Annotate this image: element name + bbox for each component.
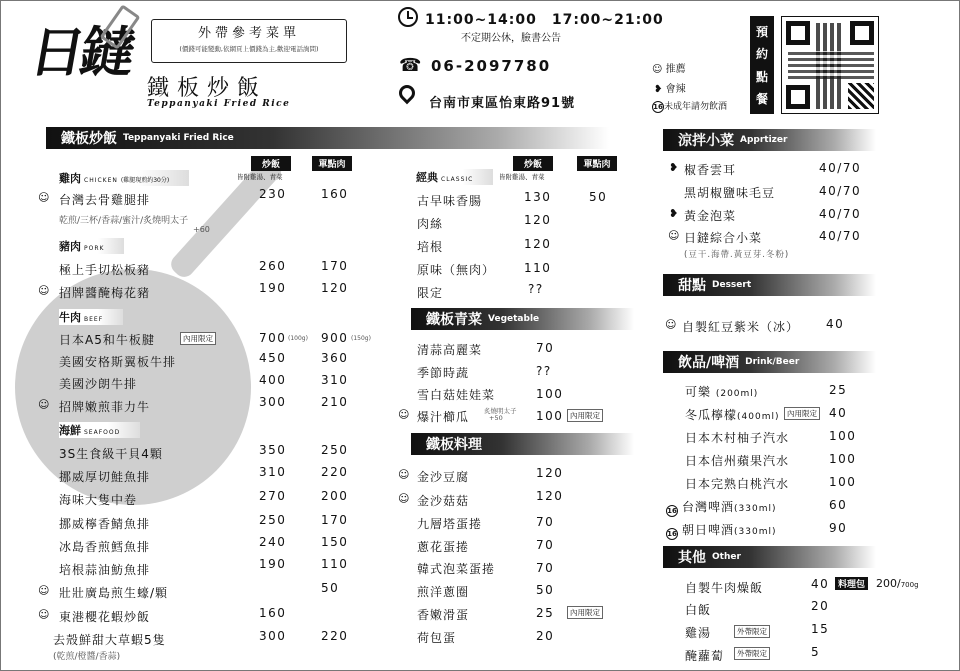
price-single: 220 bbox=[321, 629, 349, 643]
price-rice: 240 bbox=[259, 535, 287, 549]
smile-icon: ☺ bbox=[398, 492, 410, 505]
col-header-rice-sub: 皆附雞湯、青菜 bbox=[499, 173, 545, 181]
category-pork bbox=[59, 238, 124, 254]
smile-icon: ☺ bbox=[38, 608, 50, 621]
price-unit: (150g) bbox=[351, 335, 371, 342]
qr-code[interactable] bbox=[781, 16, 879, 114]
dine-in-only-tag: 內用限定 bbox=[784, 407, 820, 420]
business-hours: 11:00~14:00 17:00~21:00 bbox=[425, 12, 664, 28]
price-rice: 300 bbox=[259, 629, 287, 643]
price: 70 bbox=[536, 515, 555, 529]
menu-item-name: 美國安格斯翼板牛排 bbox=[59, 355, 177, 369]
menu-item-name: 招牌嫩煎菲力牛 bbox=[59, 400, 151, 414]
price-single: 160 bbox=[321, 187, 349, 201]
age-16-icon bbox=[666, 521, 678, 540]
section-dessert-header bbox=[666, 274, 876, 296]
category-name: 牛肉 bbox=[59, 311, 81, 324]
price-single: 220 bbox=[321, 465, 349, 479]
menu-item-name: 金沙豆腐 bbox=[417, 470, 470, 484]
menu-item-name: 韓式泡菜蛋捲 bbox=[417, 562, 496, 576]
price-rice: 160 bbox=[259, 606, 287, 620]
price: 70 bbox=[536, 538, 555, 552]
section-title: 鐵板青菜 bbox=[426, 312, 482, 328]
price-single: 170 bbox=[321, 259, 349, 273]
drink-unit: (400ml) bbox=[737, 412, 780, 422]
price-single: 170 bbox=[321, 513, 349, 527]
section-title: 鐵板炒飯 bbox=[61, 131, 117, 147]
price-single: 150 bbox=[321, 535, 349, 549]
category-name: 海鮮 bbox=[59, 424, 81, 437]
section-title-en: Other bbox=[712, 552, 741, 562]
section-title-en: Vegetable bbox=[488, 314, 540, 324]
menu-item-name: 原味（無肉） bbox=[417, 263, 496, 277]
price: 20 bbox=[811, 599, 830, 613]
menu-item-name: 海味大隻中卷 bbox=[59, 493, 138, 507]
menu-item-name: 冰島香煎鱈魚排 bbox=[59, 540, 151, 554]
location-pin-icon bbox=[399, 85, 415, 105]
menu-item-name: 挪威厚切鮭魚排 bbox=[59, 470, 151, 484]
meal-pack-price-value: 200/ bbox=[876, 577, 901, 590]
category-beef bbox=[59, 309, 123, 325]
section-other-header bbox=[666, 546, 876, 568]
category-en: BEEF bbox=[84, 316, 104, 323]
section-appetizer-header bbox=[666, 129, 876, 151]
menu-item-name: 蔥花蛋捲 bbox=[417, 540, 470, 554]
age-16-icon: 16 bbox=[653, 103, 663, 111]
flavor-addon: +60 bbox=[193, 225, 210, 234]
price: 70 bbox=[536, 561, 555, 575]
category-note: (雞腿現煎約30分) bbox=[120, 177, 170, 184]
smile-icon: ☺ bbox=[652, 64, 663, 75]
price: 15 bbox=[811, 622, 830, 636]
menu-item-name: 醃蘿蔔 bbox=[685, 649, 725, 663]
price: 40/70 bbox=[819, 207, 862, 221]
dine-in-only-tag: 內用限定 bbox=[567, 409, 603, 422]
category-chicken bbox=[59, 170, 189, 186]
price-rice: 310 bbox=[259, 465, 287, 479]
col-header-rice: 炒飯 bbox=[513, 156, 553, 171]
category-name: 經典 bbox=[416, 171, 438, 184]
price-single: 360 bbox=[321, 351, 349, 365]
price: 120 bbox=[536, 466, 564, 480]
meal-pack-unit: 700g bbox=[900, 581, 919, 589]
price-rice: 400 bbox=[259, 373, 287, 387]
price-single: 110 bbox=[321, 557, 349, 571]
flavor-options: 乾煎/三杯/香蒜/蜜汁/炙燒明太子 bbox=[59, 216, 189, 226]
menu-item-name: 自製牛肉燥飯 bbox=[685, 581, 764, 595]
drink-unit: (330ml) bbox=[734, 527, 777, 537]
price-rice: 190 bbox=[259, 281, 287, 295]
logo-mark: 日鐽 bbox=[25, 20, 137, 84]
category-seafood bbox=[59, 422, 140, 438]
price: 60 bbox=[829, 498, 848, 512]
price: 90 bbox=[829, 521, 848, 535]
menu-item-name: 美國沙朗牛排 bbox=[59, 377, 138, 391]
age-16-badge: 16 bbox=[667, 507, 677, 515]
drink-name: 可樂 bbox=[685, 385, 712, 399]
menu-item-name: 黃金泡菜 bbox=[684, 209, 737, 223]
category-name: 豬肉 bbox=[59, 240, 81, 253]
smile-icon: ☺ bbox=[38, 398, 50, 411]
smile-icon: ☺ bbox=[668, 229, 680, 242]
category-en: PORK bbox=[84, 245, 105, 252]
menu-item-name: 煎洋蔥圈 bbox=[417, 585, 470, 599]
price-single: 210 bbox=[321, 395, 349, 409]
price: 40/70 bbox=[819, 184, 862, 198]
menu-item-name: 東港櫻花蝦炒飯 bbox=[59, 610, 151, 624]
reserve-char: 預 bbox=[755, 24, 768, 39]
menu-item-name: 爆汁櫛瓜 bbox=[417, 410, 470, 424]
meal-pack-price bbox=[876, 577, 919, 590]
menu-item-name: 椒香雲耳 bbox=[684, 163, 737, 177]
menu-item-name: 挪威檸香鯖魚排 bbox=[59, 517, 151, 531]
price: 25 bbox=[829, 383, 848, 397]
menu-item-name: 金沙菇菇 bbox=[417, 494, 470, 508]
reserve-badge bbox=[750, 16, 774, 114]
price-single: 50 bbox=[321, 581, 340, 595]
flavor-options: (乾煎/橙醬/香蒜) bbox=[53, 652, 121, 662]
legend-minor-label: 未成年請勿飲酒 bbox=[664, 102, 728, 112]
section-title: 鐵板料理 bbox=[426, 437, 482, 453]
drink-name: 冬瓜檸檬 bbox=[685, 408, 738, 422]
smile-icon: ☺ bbox=[38, 284, 50, 297]
price-rice: 350 bbox=[259, 443, 287, 457]
price: ?? bbox=[536, 364, 552, 378]
menu-item-name: 日本信州蘋果汽水 bbox=[685, 454, 790, 468]
price-rice: 230 bbox=[259, 187, 287, 201]
price-rice: 450 bbox=[259, 351, 287, 365]
col-header-single: 單點肉 bbox=[312, 156, 352, 171]
logo-english: Teppanyaki Fried Rice bbox=[147, 99, 291, 109]
price-single: 50 bbox=[589, 190, 608, 204]
chili-icon: ❥ bbox=[654, 84, 663, 95]
logo-subtitle: 鐵板炒飯 bbox=[147, 76, 268, 101]
menu-item-name: 清蒜高麗菜 bbox=[417, 343, 483, 357]
price-rice: 120 bbox=[524, 237, 552, 251]
age-16-icon bbox=[666, 498, 678, 517]
phone-number: 06-2097780 bbox=[431, 57, 552, 75]
notice-box bbox=[151, 19, 347, 63]
menu-item-name: 黑胡椒鹽味毛豆 bbox=[684, 186, 776, 200]
price-rice: 120 bbox=[524, 213, 552, 227]
menu-item-name: 荷包蛋 bbox=[417, 631, 457, 645]
menu-item-name bbox=[682, 521, 776, 538]
menu-item-name: 去殼鮮甜大草蝦5隻 bbox=[53, 633, 166, 647]
smile-icon: ☺ bbox=[38, 584, 50, 597]
menu-item-name: 極上手切松板豬 bbox=[59, 263, 151, 277]
price: 120 bbox=[536, 489, 564, 503]
legend-recommend-label: 推薦 bbox=[665, 64, 686, 75]
price: 20 bbox=[536, 629, 555, 643]
category-en: CHICKEN bbox=[84, 177, 118, 184]
price: 50 bbox=[536, 583, 555, 597]
price: 100 bbox=[829, 452, 857, 466]
price-single: 310 bbox=[321, 373, 349, 387]
price-rice: 130 bbox=[524, 190, 552, 204]
menu-item-name: 古早味香腸 bbox=[417, 194, 483, 208]
legend-recommend bbox=[652, 60, 686, 75]
dine-in-only-tag: 內用限定 bbox=[180, 332, 216, 345]
price-rice: ?? bbox=[528, 282, 544, 296]
price: 40/70 bbox=[819, 161, 862, 175]
price: 40 bbox=[811, 577, 830, 591]
clock-icon bbox=[398, 7, 418, 27]
drink-unit: (330ml) bbox=[734, 504, 777, 514]
legend-minor bbox=[652, 99, 727, 113]
price-rice: 270 bbox=[259, 489, 287, 503]
price: 40 bbox=[826, 317, 845, 331]
reserve-char: 約 bbox=[755, 47, 768, 62]
menu-item-name: 壯壯廣島煎生蠔/顆 bbox=[59, 586, 169, 600]
menu-item-name: 招牌醬醃梅花豬 bbox=[59, 286, 151, 300]
menu-item-name: 日本完熟白桃汽水 bbox=[685, 477, 790, 491]
legend-spicy bbox=[654, 80, 686, 95]
price-unit: (100g) bbox=[288, 335, 308, 342]
price: 40/70 bbox=[819, 229, 862, 243]
menu-item-name: 日鐽綜合小菜 bbox=[684, 231, 763, 245]
section-drinks-header bbox=[666, 351, 876, 373]
addon-note: 炙燒明太子 bbox=[484, 407, 517, 415]
menu-item-name bbox=[682, 498, 776, 515]
price-rice: 300 bbox=[259, 395, 287, 409]
price-rice: 700 bbox=[259, 331, 287, 345]
menu-item-name: 肉絲 bbox=[417, 217, 444, 231]
drink-name: 台灣啤酒 bbox=[682, 500, 735, 514]
reserve-char: 點 bbox=[755, 69, 768, 84]
menu-item-name: 日本A5和牛板腱 bbox=[59, 333, 155, 347]
price: 100 bbox=[829, 475, 857, 489]
menu-item-name: 培根蒜油魴魚排 bbox=[59, 563, 151, 577]
smile-icon: ☺ bbox=[398, 468, 410, 481]
section-title: 甜點 bbox=[678, 278, 706, 294]
reserve-char: 餐 bbox=[755, 92, 768, 107]
drink-unit: (200ml) bbox=[715, 389, 759, 399]
chili-icon: ❥ bbox=[669, 161, 679, 174]
section-title-en: Apprtizer bbox=[740, 135, 788, 145]
menu-item-name: 3S生食級干貝4顆 bbox=[59, 447, 163, 461]
dine-in-only-tag: 內用限定 bbox=[567, 606, 603, 619]
section-title-en: Dessert bbox=[712, 280, 752, 290]
legend-spicy-label: 會辣 bbox=[665, 84, 686, 95]
category-name: 雞肉 bbox=[59, 172, 81, 185]
takeout-only-tag: 外帶限定 bbox=[734, 647, 770, 660]
menu-item-name bbox=[685, 383, 758, 400]
col-header-single: 單點肉 bbox=[577, 156, 617, 171]
category-en: CLASSIC bbox=[441, 176, 474, 183]
price: 70 bbox=[536, 341, 555, 355]
age-16-badge: 16 bbox=[667, 530, 677, 538]
price-single: 200 bbox=[321, 489, 349, 503]
closed-notice: 不定期公休，臉書公告 bbox=[461, 33, 561, 44]
meal-pack-tag: 料理包 bbox=[835, 577, 868, 590]
drink-name: 朝日啤酒 bbox=[682, 523, 735, 537]
smile-icon: ☺ bbox=[38, 191, 50, 204]
takeout-only-tag: 外帶限定 bbox=[734, 625, 770, 638]
menu-item-name: 自製紅豆紫米（冰） bbox=[682, 320, 800, 334]
price: 100 bbox=[536, 387, 564, 401]
smile-icon: ☺ bbox=[665, 318, 677, 331]
price-single: 900 bbox=[321, 331, 349, 345]
menu-item-name bbox=[685, 406, 779, 423]
col-header-rice: 炒飯 bbox=[251, 156, 291, 171]
price-rice: 110 bbox=[524, 261, 552, 275]
notice-subtitle: (價錢可能變動,依網頁上價錢為主,歡迎電話詢問) bbox=[179, 45, 319, 53]
menu-item-name: 培根 bbox=[417, 240, 444, 254]
price: 100 bbox=[536, 409, 564, 423]
price-rice: 190 bbox=[259, 557, 287, 571]
menu-item-name: 白飯 bbox=[685, 603, 712, 617]
category-en: SEAFOOD bbox=[84, 429, 121, 436]
price-rice: 260 bbox=[259, 259, 287, 273]
notice-title: 外帶參考菜單 bbox=[197, 26, 300, 41]
address: 台南市東區怡東路91號 bbox=[429, 96, 576, 111]
section-title-en: Drink/Beer bbox=[745, 357, 800, 367]
phone-icon: ☎ bbox=[399, 55, 422, 76]
menu-item-name: 日本木村柚子汽水 bbox=[685, 431, 790, 445]
price-rice: 250 bbox=[259, 513, 287, 527]
addon-price: +50 bbox=[489, 414, 503, 422]
price: 100 bbox=[829, 429, 857, 443]
smile-icon: ☺ bbox=[398, 408, 410, 421]
menu-item-name: 限定 bbox=[417, 286, 444, 300]
appetizer-note: (豆干.海帶.黃豆芽.冬粉) bbox=[684, 250, 790, 260]
menu-item-name: 香嫩滑蛋 bbox=[417, 608, 470, 622]
col-header-rice-sub: 皆附雞湯、青菜 bbox=[237, 173, 283, 181]
price: 25 bbox=[536, 606, 555, 620]
price: 40 bbox=[829, 406, 848, 420]
chili-icon: ❥ bbox=[669, 207, 679, 220]
menu-item-name: 九層塔蛋捲 bbox=[417, 517, 483, 531]
price-single: 120 bbox=[321, 281, 349, 295]
menu-item-name: 季節時蔬 bbox=[417, 366, 470, 380]
section-fried-rice-header bbox=[49, 127, 609, 149]
section-title: 涼拌小菜 bbox=[678, 133, 734, 149]
section-veg-header bbox=[414, 308, 634, 330]
menu-item-name: 雪白菇娃娃菜 bbox=[417, 388, 496, 402]
section-teppan-header bbox=[414, 433, 634, 455]
section-title: 飲品/啤酒 bbox=[678, 355, 740, 371]
section-title-en: Teppanyaki Fried Rice bbox=[123, 133, 234, 143]
price-single: 250 bbox=[321, 443, 349, 457]
category-classic bbox=[416, 169, 493, 185]
section-title: 其他 bbox=[678, 550, 706, 566]
price: 5 bbox=[811, 645, 821, 659]
menu-item-name: 台灣去骨雞腿排 bbox=[59, 193, 151, 207]
menu-item-name: 雞湯 bbox=[685, 626, 712, 640]
